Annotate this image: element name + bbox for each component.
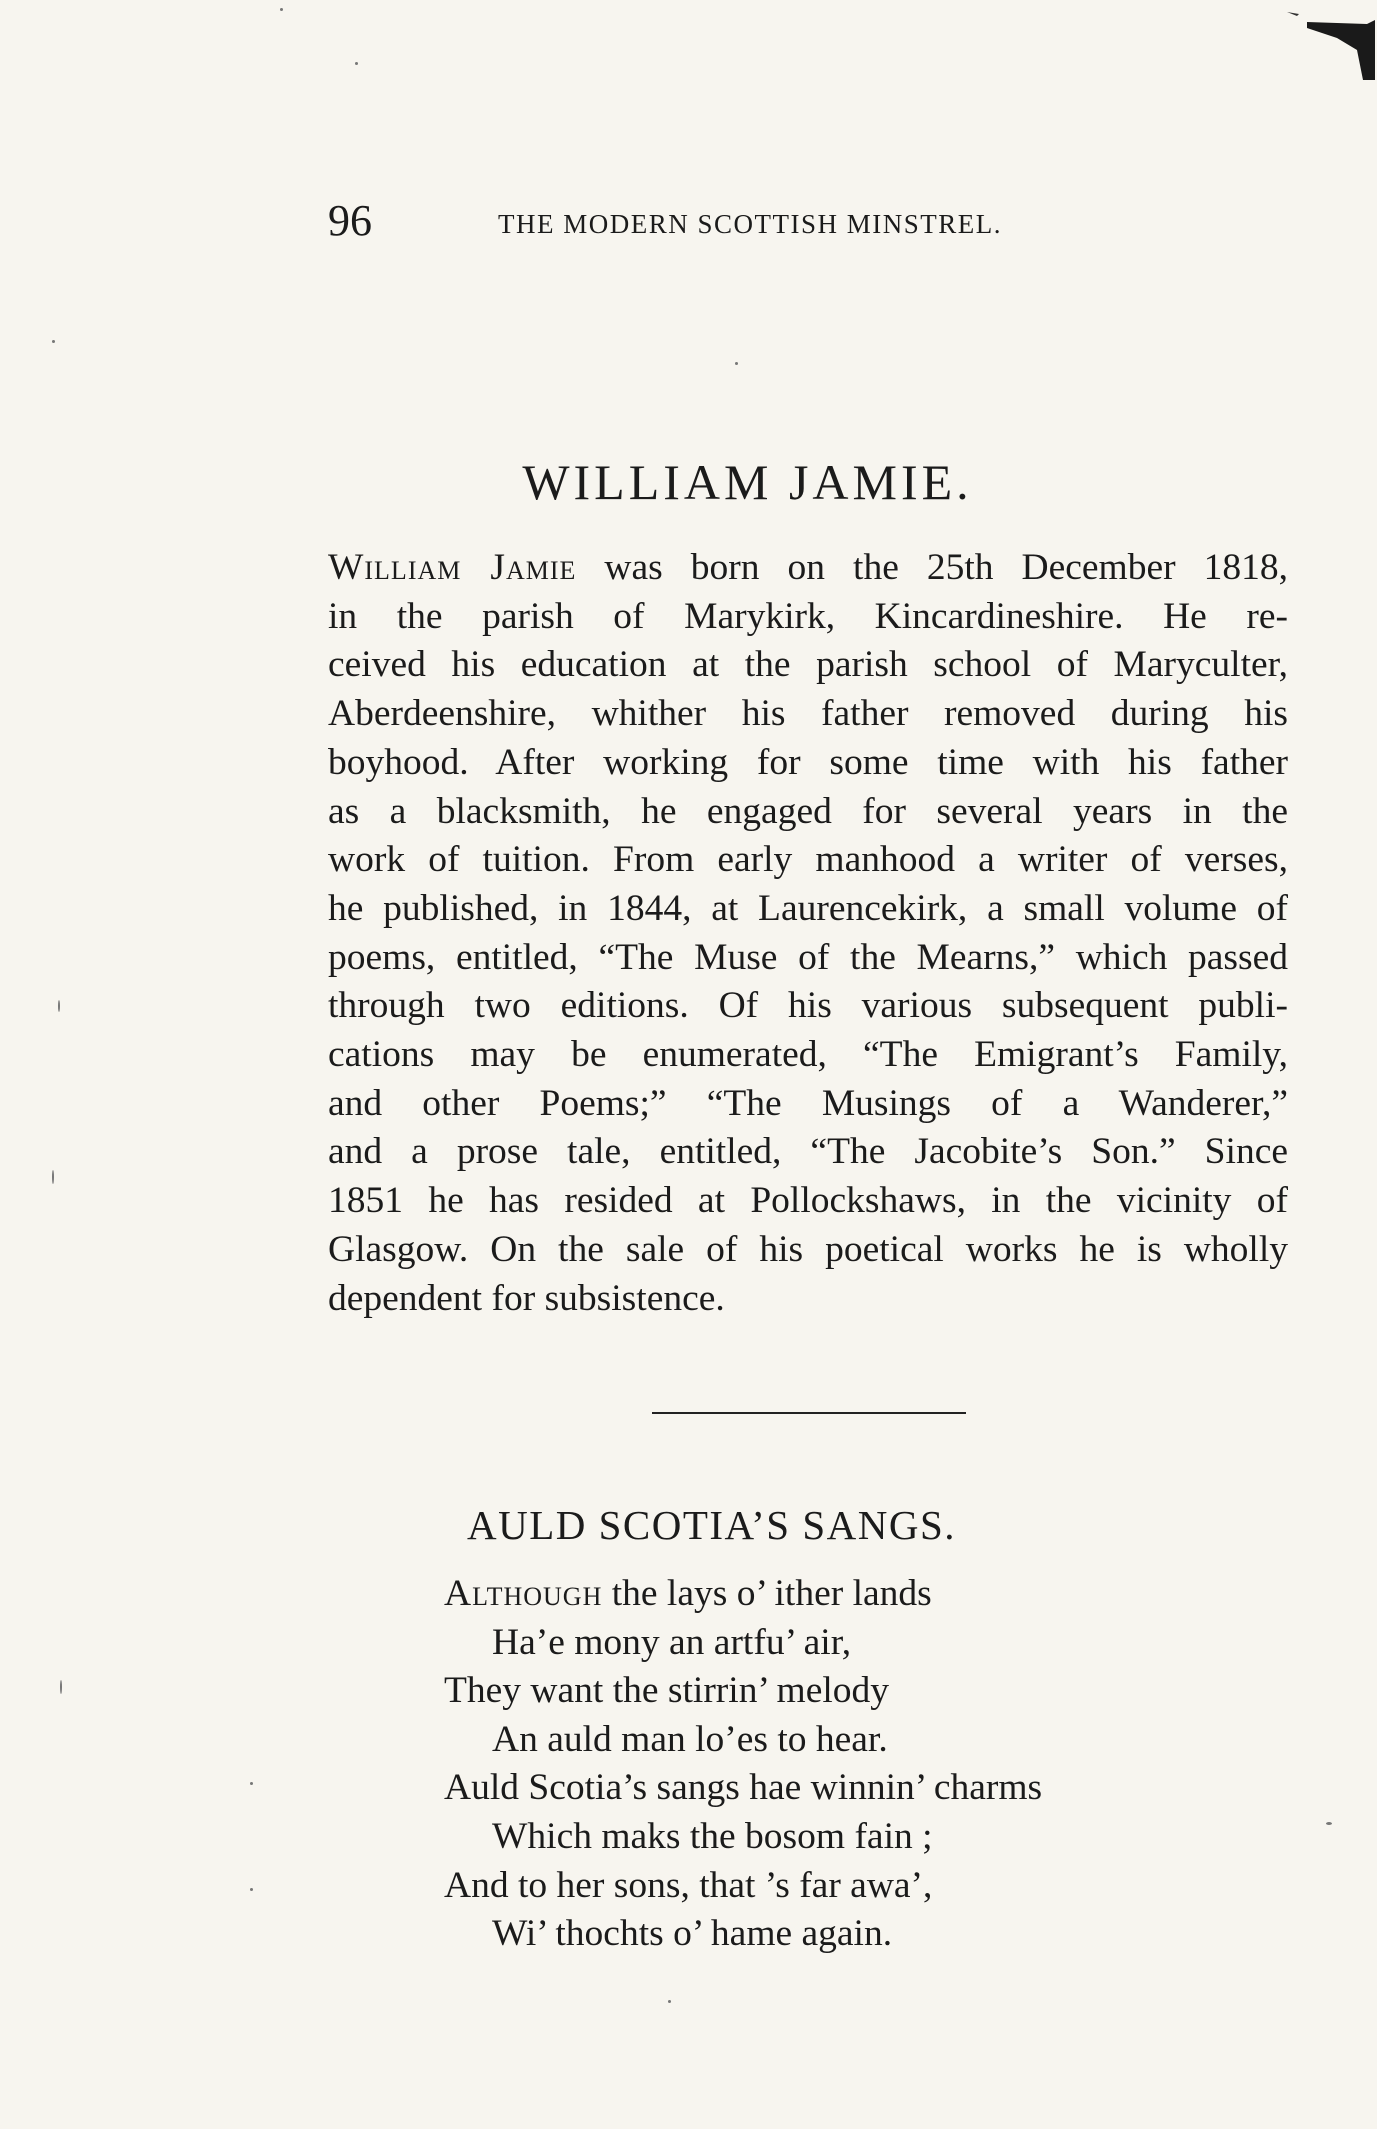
poem-line: They want the stirrin’ melody [444,1670,890,1712]
poem-line: An auld man lo’es to hear. [492,1718,888,1760]
biography-line: and other Poems;” “The Musings of a Wanderer,” [328,1082,1288,1124]
print-speck [735,362,738,365]
biography-line: cations may be enumerated, “The Emigrant’s Family, [328,1034,1288,1076]
biography-paragraph [328,544,1288,1323]
biography-line: poems, entitled, “The Muse of the Mearns,” which passed [328,936,1288,978]
poem-stanza [444,1570,1324,1959]
poem-line: And to her sons, that ’s far awa’, [444,1864,933,1906]
biography-line: in the parish of Marykirk, Kincardineshire. He re- [328,595,1288,637]
biography-line: and a prose tale, entitled, “The Jacobite’s Son.” Since [328,1131,1288,1173]
print-speck [52,1170,54,1184]
biography-line: he published, in 1844, at Laurencekirk, a small volume of [328,887,1288,929]
page-number: 96 [328,196,372,245]
biography-line: ceived his education at the parish school of Maryculter, [328,644,1288,686]
page-corner-mark [1227,10,1377,80]
poem-line: Which maks the bosom fain ; [492,1815,933,1857]
biography-line: as a blacksmith, he engaged for several years in the [328,790,1288,832]
print-speck [280,8,283,11]
poem-first-word: Although [444,1573,603,1614]
biography-line: Aberdeenshire, whither his father removed during his [328,693,1288,735]
biography-line: Glasgow. On the sale of his poetical works he is wholly [328,1228,1288,1270]
print-speck [250,1782,253,1785]
biography-line: boyhood. After working for some time with his father [328,741,1288,783]
print-speck [1326,1822,1332,1825]
poem-line: Ha’e mony an artfu’ air, [492,1621,852,1663]
print-speck [355,62,358,65]
poem-line: Wi’ thochts o’ hame again. [492,1913,893,1955]
biography-heading: WILLIAM JAMIE. [522,454,973,510]
running-title: THE MODERN SCOTTISH MINSTREL. [498,209,1003,239]
biography-line: 1851 he has resided at Pollockshaws, in the vicinity of [328,1180,1288,1222]
print-speck [52,340,55,343]
biography-name: William Jamie [328,547,577,588]
print-speck [250,1888,253,1891]
poem-line: Although the lays o’ ither lands [444,1573,932,1614]
biography-line: dependent for subsistence. [328,1277,725,1319]
running-head [328,196,1328,246]
biography-line: work of tuition. From early manhood a writer of verses, [328,839,1288,881]
biography-line: through two editions. Of his various subsequent publi- [328,985,1288,1027]
section-divider [652,1412,966,1414]
poem-line: Auld Scotia’s sangs hae winnin’ charms [444,1767,1043,1809]
print-speck [58,1000,60,1012]
print-speck [60,1680,62,1694]
print-speck [668,2000,671,2003]
poem-title: AULD SCOTIA’S SANGS. [466,1502,957,1548]
biography-line: William Jamie was born on the 25th December 1818, [328,547,1288,588]
